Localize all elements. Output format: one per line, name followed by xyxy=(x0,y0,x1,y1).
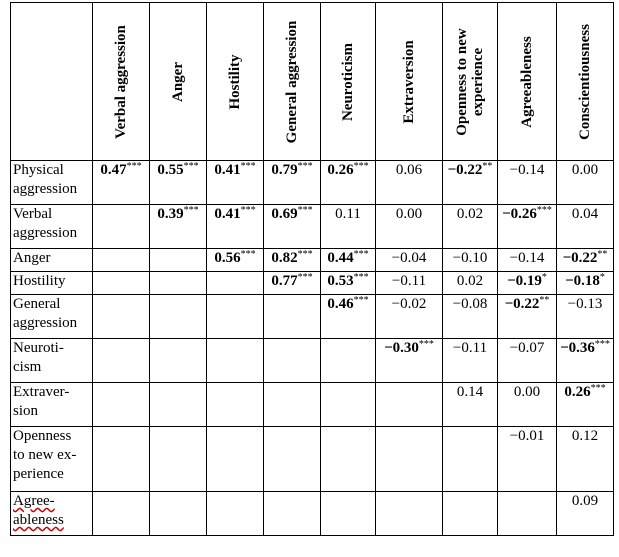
significance-marker: *** xyxy=(353,161,369,172)
significance-marker: *** xyxy=(297,205,313,216)
row-header-label: Agree- ableness xyxy=(13,493,64,528)
column-header xyxy=(321,3,376,161)
cell-value: 0.11 xyxy=(335,206,361,222)
table-cell xyxy=(498,427,557,492)
cell-value: 0.02 xyxy=(456,273,484,289)
column-header-label: Anger xyxy=(170,61,186,102)
table-cell xyxy=(321,383,376,427)
significance-marker: ** xyxy=(482,161,493,172)
row-header-label: General aggression xyxy=(13,296,78,331)
table-cell xyxy=(150,249,207,272)
table-cell xyxy=(264,492,321,536)
table-cell xyxy=(207,339,264,383)
significance-marker: *** xyxy=(536,205,552,216)
significance-marker: *** xyxy=(240,249,256,260)
cell-value: −0.04 xyxy=(391,250,427,266)
cell-value: 0.46 xyxy=(327,296,354,312)
table-cell xyxy=(264,272,321,295)
significance-marker: *** xyxy=(297,272,313,283)
column-header xyxy=(557,3,614,161)
cell-value: 0.55 xyxy=(157,162,184,178)
table-cell xyxy=(443,249,498,272)
significance-marker: *** xyxy=(183,205,199,216)
column-header-label: Conscientiousness xyxy=(577,23,593,140)
significance-marker: *** xyxy=(297,161,313,172)
table-cell xyxy=(321,249,376,272)
table-row xyxy=(11,427,614,492)
column-header xyxy=(93,3,150,161)
significance-marker: *** xyxy=(353,249,369,260)
row-header xyxy=(11,272,93,295)
row-header-label: Anger xyxy=(13,250,51,266)
cell-value: 0.53 xyxy=(327,273,354,289)
table-cell xyxy=(376,492,443,536)
table-body xyxy=(11,3,614,536)
cell-value: −0.22 xyxy=(504,296,540,312)
table-cell xyxy=(207,383,264,427)
cell-value: −0.11 xyxy=(391,273,427,289)
table-cell xyxy=(321,492,376,536)
row-header xyxy=(11,383,93,427)
table-cell xyxy=(557,427,614,492)
table-cell xyxy=(207,492,264,536)
table-cell xyxy=(150,272,207,295)
row-header-label: Physical aggression xyxy=(13,162,78,197)
cell-value: −0.19 xyxy=(507,273,542,289)
table-cell xyxy=(321,339,376,383)
table-cell xyxy=(207,205,264,249)
table-cell xyxy=(557,492,614,536)
significance-marker: *** xyxy=(590,383,606,394)
table-cell xyxy=(93,427,150,492)
table-row xyxy=(11,249,614,272)
row-header-label: Hostility xyxy=(13,273,66,289)
table-cell xyxy=(443,161,498,205)
table-cell xyxy=(321,161,376,205)
header-corner-cell xyxy=(11,3,93,161)
row-header xyxy=(11,249,93,272)
table-cell xyxy=(443,272,498,295)
significance-marker: *** xyxy=(353,272,369,283)
row-header-label: Extraver- sion xyxy=(13,384,70,419)
cell-value: 0.41 xyxy=(214,206,241,222)
table-cell xyxy=(93,492,150,536)
table-cell xyxy=(443,492,498,536)
cell-value: 0.56 xyxy=(214,250,241,266)
table-cell xyxy=(376,295,443,339)
table-row xyxy=(11,383,614,427)
significance-marker: *** xyxy=(183,161,199,172)
cell-value: 0.79 xyxy=(271,162,298,178)
table-cell xyxy=(498,161,557,205)
table-cell xyxy=(150,492,207,536)
cell-value: −0.22 xyxy=(447,162,483,178)
table-cell xyxy=(498,492,557,536)
table-cell xyxy=(264,249,321,272)
table-cell xyxy=(557,295,614,339)
significance-marker: *** xyxy=(297,249,313,260)
table-cell xyxy=(498,272,557,295)
cell-value: 0.26 xyxy=(564,384,591,400)
cell-value: 0.06 xyxy=(395,162,423,178)
table-cell xyxy=(93,339,150,383)
table-cell xyxy=(321,205,376,249)
table-cell xyxy=(150,295,207,339)
table-cell xyxy=(557,272,614,295)
column-header-label: Neuroticism xyxy=(340,42,356,121)
cell-value: 0.00 xyxy=(513,384,541,400)
significance-marker: *** xyxy=(240,161,256,172)
cell-value: 0.82 xyxy=(271,250,298,266)
cell-value: 0.41 xyxy=(214,162,241,178)
table-cell xyxy=(443,427,498,492)
column-header-label: Hostility xyxy=(227,54,243,109)
significance-marker: *** xyxy=(353,295,369,306)
column-header-label: General aggression xyxy=(284,20,300,143)
table-cell xyxy=(207,161,264,205)
table-cell xyxy=(376,272,443,295)
cell-value: 0.12 xyxy=(571,428,599,444)
cell-value: −0.18 xyxy=(565,273,600,289)
table-cell xyxy=(150,205,207,249)
table-cell xyxy=(93,249,150,272)
table-cell xyxy=(150,383,207,427)
table-cell xyxy=(321,295,376,339)
cell-value: 0.44 xyxy=(327,250,354,266)
significance-marker: ** xyxy=(539,295,550,306)
row-header xyxy=(11,205,93,249)
table-cell xyxy=(207,427,264,492)
significance-marker: *** xyxy=(418,339,434,350)
table-cell xyxy=(150,427,207,492)
cell-value: 0.14 xyxy=(456,384,484,400)
row-header-label: Neuroti- cism xyxy=(13,340,64,375)
cell-value: −0.30 xyxy=(384,340,419,356)
table-cell xyxy=(557,339,614,383)
table-cell xyxy=(443,205,498,249)
row-header xyxy=(11,295,93,339)
cell-value: −0.02 xyxy=(391,296,427,312)
table-cell xyxy=(498,249,557,272)
table-cell xyxy=(376,383,443,427)
column-header xyxy=(150,3,207,161)
table-cell xyxy=(264,339,321,383)
table-cell xyxy=(376,205,443,249)
table-row xyxy=(11,205,614,249)
cell-value: −0.36 xyxy=(560,340,595,356)
cell-value: −0.10 xyxy=(452,250,488,266)
table-cell xyxy=(150,339,207,383)
table-cell xyxy=(207,249,264,272)
table-row xyxy=(11,339,614,383)
table-row xyxy=(11,161,614,205)
table-cell xyxy=(376,249,443,272)
row-header xyxy=(11,427,93,492)
cell-value: 0.00 xyxy=(395,206,423,222)
table-cell xyxy=(321,427,376,492)
table-row xyxy=(11,272,614,295)
table-cell xyxy=(93,295,150,339)
column-header xyxy=(264,3,321,161)
cell-value: −0.26 xyxy=(502,206,537,222)
header-row xyxy=(11,3,614,161)
cell-value: −0.14 xyxy=(509,162,545,178)
table-cell xyxy=(264,295,321,339)
row-header xyxy=(11,161,93,205)
table-cell xyxy=(150,161,207,205)
column-header-label: Verbal aggression xyxy=(113,24,129,139)
cell-value: −0.11 xyxy=(452,340,488,356)
cell-value: 0.09 xyxy=(571,493,599,509)
table-cell xyxy=(557,249,614,272)
cell-value: 0.77 xyxy=(271,273,298,289)
row-header xyxy=(11,339,93,383)
cell-value: −0.14 xyxy=(509,250,545,266)
column-header-label: Agreeableness xyxy=(519,35,535,128)
significance-marker: ** xyxy=(597,249,608,260)
cell-value: 0.00 xyxy=(571,162,599,178)
significance-marker: *** xyxy=(126,161,142,172)
table-cell xyxy=(264,383,321,427)
cell-value: −0.08 xyxy=(452,296,488,312)
table-cell xyxy=(557,383,614,427)
table-cell xyxy=(93,205,150,249)
row-header xyxy=(11,492,93,536)
cell-value: 0.69 xyxy=(271,206,298,222)
column-header xyxy=(376,3,443,161)
table-cell xyxy=(93,383,150,427)
cell-value: 0.47 xyxy=(100,162,127,178)
table-cell xyxy=(264,161,321,205)
significance-marker: * xyxy=(599,272,605,283)
column-header xyxy=(498,3,557,161)
cell-value: 0.04 xyxy=(571,206,599,222)
table-cell xyxy=(557,205,614,249)
significance-marker: *** xyxy=(594,339,610,350)
significance-marker: * xyxy=(541,272,547,283)
significance-marker: *** xyxy=(240,205,256,216)
table-row xyxy=(11,295,614,339)
table-cell xyxy=(443,383,498,427)
table-cell xyxy=(93,272,150,295)
cell-value: 0.39 xyxy=(157,206,184,222)
table-cell xyxy=(443,295,498,339)
table-cell xyxy=(498,383,557,427)
correlation-table xyxy=(10,2,614,536)
table-cell xyxy=(93,161,150,205)
table-cell xyxy=(376,161,443,205)
cell-value: −0.01 xyxy=(509,428,545,444)
table-cell xyxy=(207,272,264,295)
table-cell xyxy=(498,339,557,383)
column-header xyxy=(443,3,498,161)
table-cell xyxy=(264,427,321,492)
row-header-label: Openness to new ex- perience xyxy=(13,428,77,482)
table-cell xyxy=(557,161,614,205)
cell-value: −0.22 xyxy=(562,250,598,266)
table-cell xyxy=(443,339,498,383)
cell-value: −0.07 xyxy=(509,340,545,356)
table-cell xyxy=(376,427,443,492)
cell-value: −0.13 xyxy=(567,296,603,312)
table-cell xyxy=(376,339,443,383)
table-cell xyxy=(264,205,321,249)
cell-value: 0.26 xyxy=(327,162,354,178)
table-cell xyxy=(498,205,557,249)
table-cell xyxy=(498,295,557,339)
row-header-label: Verbal aggression xyxy=(13,206,78,241)
table-cell xyxy=(207,295,264,339)
table-cell xyxy=(321,272,376,295)
table-row xyxy=(11,492,614,536)
cell-value: 0.02 xyxy=(456,206,484,222)
column-header-label: Extraversion xyxy=(401,39,417,124)
column-header-label: Openness to new experience xyxy=(454,27,486,136)
column-header xyxy=(207,3,264,161)
